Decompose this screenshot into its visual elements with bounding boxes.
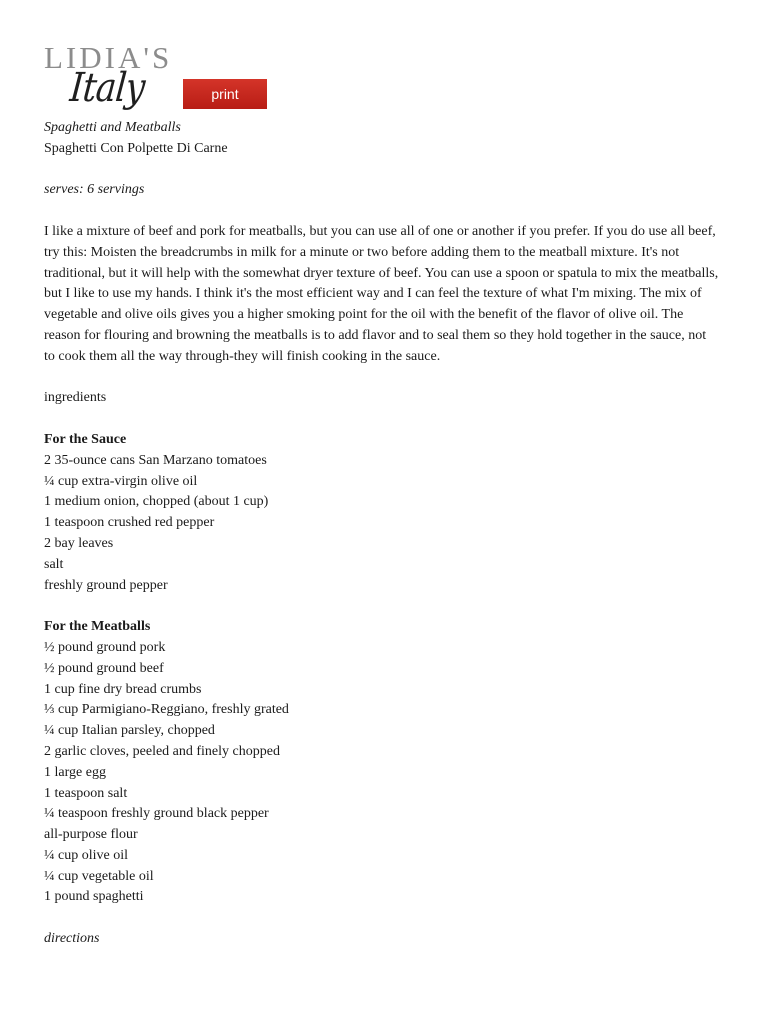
list-item: 1 cup fine dry bread crumbs: [44, 681, 202, 697]
list-item: all-purpose flour: [44, 827, 138, 843]
directions-heading: directions: [44, 931, 100, 947]
print-button[interactable]: print: [183, 79, 267, 109]
ingredients-heading: ingredients: [44, 390, 107, 406]
recipe-title: Spaghetti and Meatballs: [44, 120, 181, 135]
list-item: ⅓ cup Parmigiano-Reggiano, freshly grated: [44, 702, 289, 718]
list-item: 1 pound spaghetti: [44, 889, 144, 905]
list-item: ¼ cup extra-virgin olive oil: [44, 473, 198, 489]
list-item: ¼ cup Italian parsley, chopped: [44, 723, 215, 739]
meatballs-heading: For the Meatballs: [44, 619, 151, 635]
list-item: ¼ cup vegetable oil: [44, 868, 154, 884]
list-item: freshly ground pepper: [44, 577, 168, 593]
list-item: 1 teaspoon crushed red pepper: [44, 515, 215, 531]
list-item: 1 teaspoon salt: [44, 785, 128, 801]
sauce-heading: For the Sauce: [44, 431, 127, 447]
recipe-serves: serves: 6 servings: [44, 182, 145, 198]
recipe-intro: I like a mixture of beef and pork for meatballs, but you can use all of one or another if you prefer. If you do use all beef, try this: Moisten the breadcrumbs in milk for a minute or two before adding them to the meatball mixture. It's not traditional, but it will help with the somewhat dryer texture of beef. You can use a spoon or spatula to mix the meatballs, but I like to use my hands. I think it's the most efficient way and I can feel the texture of what I'm mixing. The mix of vegetable and olive oils gives you a higher smoking point for the oil with the benefit of the flavor of olive oil. The reason for flouring and browning the meatballs is to add flavor and to seal them so they hold together in the sauce, not to cook them all the way through-they will finish cooking in the sauce.: [44, 223, 719, 364]
list-item: salt: [44, 556, 64, 572]
recipe-content: [44, 118, 720, 950]
sauce-ingredient-list: [44, 451, 720, 597]
list-item: ½ pound ground beef: [44, 660, 164, 676]
list-item: 2 garlic cloves, peeled and finely chopped: [44, 743, 280, 759]
lidias-italy-logo[interactable]: [44, 40, 184, 114]
recipe-subtitle: Spaghetti Con Polpette Di Carne: [44, 140, 228, 156]
list-item: 1 large egg: [44, 764, 106, 780]
logo-wordmark-script: Italy: [68, 65, 147, 111]
list-item: ½ pound ground pork: [44, 639, 166, 655]
list-item: 2 bay leaves: [44, 535, 114, 551]
logo-wordmark-top: LIDIA'S: [44, 40, 173, 75]
list-item: ¼ cup olive oil: [44, 847, 128, 863]
meatballs-ingredient-list: [44, 638, 720, 908]
list-item: ¼ teaspoon freshly ground black pepper: [44, 806, 269, 822]
list-item: 2 35-ounce cans San Marzano tomatoes: [44, 452, 267, 468]
list-item: 1 medium onion, chopped (about 1 cup): [44, 494, 269, 510]
